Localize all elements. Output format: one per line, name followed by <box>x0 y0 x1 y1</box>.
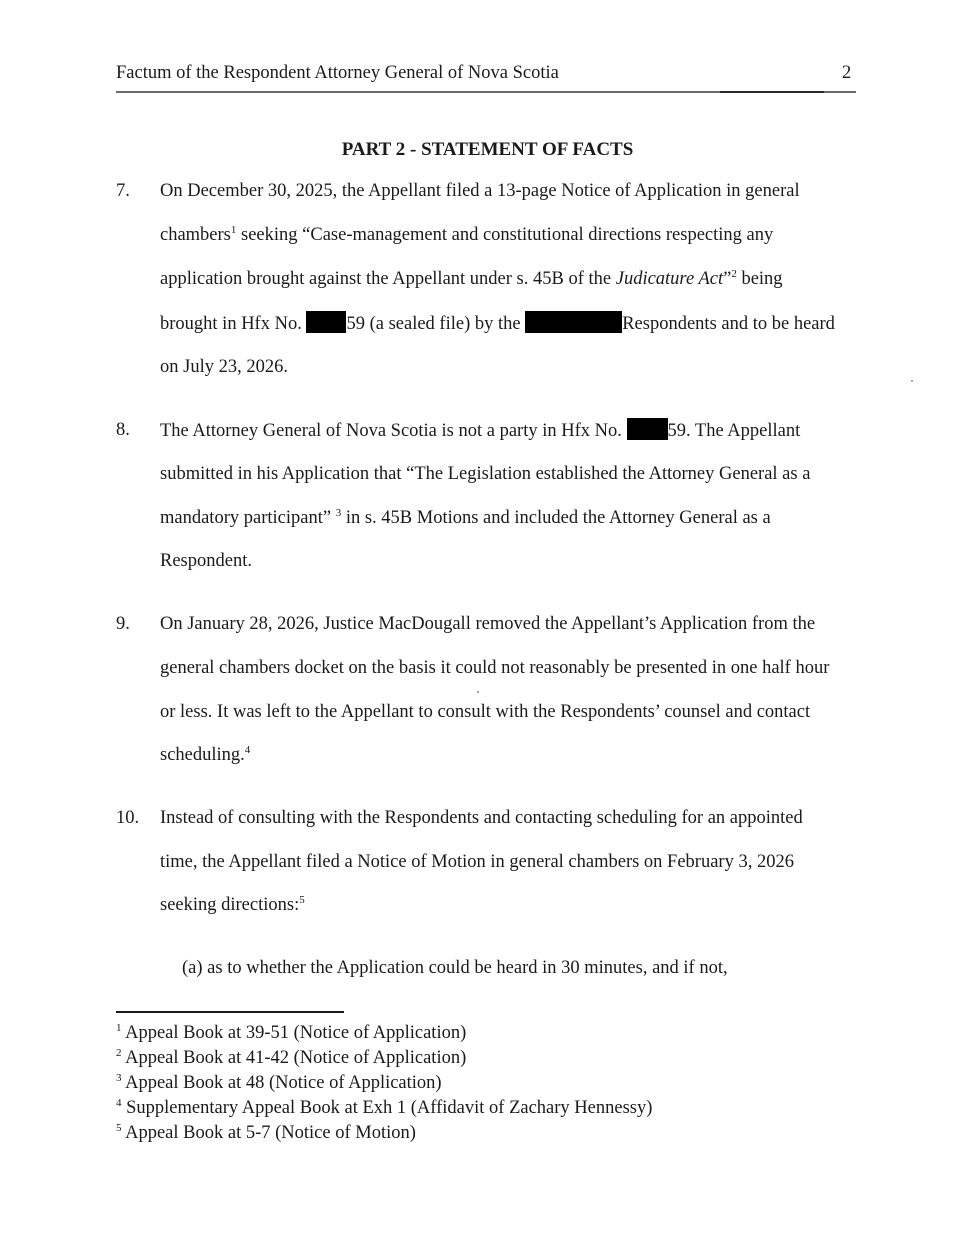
footnote-mark: 1 <box>116 1021 122 1034</box>
footnote-mark: 2 <box>116 1046 122 1059</box>
paragraph-8-line-4: Respondent. <box>160 551 252 571</box>
page-number: 2 <box>842 63 852 83</box>
text-run: The Attorney General of Nova Scotia is not a party in Hfx No. <box>160 421 627 441</box>
text-run: in s. 45B Motions and included the Attorney General as a <box>341 508 771 528</box>
text-run: 59. The Appellant <box>667 421 801 441</box>
text-run: mandatory participant” <box>160 508 336 528</box>
footnote-ref-1: 1 <box>230 223 237 236</box>
text-run: seeking directions: <box>160 895 300 915</box>
footnote-mark: 3 <box>116 1071 122 1084</box>
text-run: scheduling. <box>160 745 245 765</box>
text-run: being <box>736 269 783 289</box>
paragraph-number-8: 8. <box>116 420 130 440</box>
paragraph-8-line-3 <box>160 506 771 530</box>
footnote-ref-2: 2 <box>731 267 737 280</box>
text-run: chambers <box>160 225 231 245</box>
paragraph-7-line-2 <box>160 223 773 247</box>
redaction-box <box>627 418 668 440</box>
paragraph-7-line-4 <box>160 311 835 336</box>
paragraph-9-line-3: or less. It was left to the Appellant to consult with the Respondents’ counsel and contact <box>160 702 811 722</box>
paragraph-8-line-2: submitted in his Application that “The Legislation established the Attorney General as a <box>160 464 811 484</box>
footnote-text: Appeal Book at 5-7 (Notice of Motion) <box>121 1123 416 1143</box>
redaction-box <box>525 311 622 333</box>
paragraph-10-line-1: Instead of consulting with the Respondents and contacting scheduling for an appointed <box>160 808 803 828</box>
footnote-ref-4: 4 <box>244 743 251 756</box>
text-run: brought in Hfx No. <box>160 314 307 334</box>
section-heading: PART 2 - STATEMENT OF FACTS <box>341 139 634 160</box>
scan-speck <box>911 380 913 382</box>
footnote-5 <box>116 1122 416 1144</box>
paragraph-10-line-3 <box>160 893 305 917</box>
footnote-3 <box>116 1072 442 1094</box>
footnote-ref-5: 5 <box>299 893 305 906</box>
text-run: Respondents and to be heard <box>622 314 835 334</box>
footnote-mark: 4 <box>116 1096 122 1109</box>
text-run: application brought against the Appellant under s. 45B of the <box>160 269 616 289</box>
footnote-ref-3: 3 <box>335 506 342 519</box>
footnote-text: Appeal Book at 48 (Notice of Application) <box>121 1073 442 1093</box>
footnote-text: Appeal Book at 39-51 (Notice of Application) <box>121 1023 467 1043</box>
sub-item-a: (a) as to whether the Application could be heard in 30 minutes, and if not, <box>182 958 728 978</box>
paragraph-number-10: 10. <box>116 808 140 828</box>
redaction-box <box>306 311 346 333</box>
paragraph-number-7: 7. <box>116 181 130 201</box>
paragraph-9-line-1: On January 28, 2026, Justice MacDougall removed the Appellant’s Application from the <box>160 614 816 634</box>
paragraph-9-line-2: general chambers docket on the basis it could not reasonably be presented in one half hour <box>160 658 830 678</box>
paragraph-9-line-4 <box>160 743 250 767</box>
paragraph-8-line-1 <box>160 418 800 443</box>
scan-speck <box>477 691 479 693</box>
text-run: 59 (a sealed file) by the <box>346 314 526 334</box>
footnote-4 <box>116 1097 652 1119</box>
running-header-title: Factum of the Respondent Attorney General of Nova Scotia <box>116 63 559 83</box>
header-divider-accent <box>720 91 824 93</box>
footnote-divider <box>116 1011 344 1013</box>
act-title: Judicature Act <box>615 269 724 289</box>
footnote-1 <box>116 1022 466 1044</box>
paragraph-7-line-1: On December 30, 2025, the Appellant filed a 13-page Notice of Application in general <box>160 181 800 201</box>
footnote-text: Appeal Book at 41-42 (Notice of Application) <box>121 1048 467 1068</box>
text-run: ” <box>723 269 732 289</box>
paragraph-7-line-5: on July 23, 2026. <box>160 357 288 377</box>
paragraph-number-9: 9. <box>116 614 130 634</box>
footnote-text: Supplementary Appeal Book at Exh 1 (Affidavit of Zachary Hennessy) <box>121 1098 653 1118</box>
paragraph-10-line-2: time, the Appellant filed a Notice of Motion in general chambers on February 3, 2026 <box>160 852 794 872</box>
footnote-2 <box>116 1047 466 1069</box>
text-run: seeking “Case-management and constitutional directions respecting any <box>236 225 774 245</box>
paragraph-7-line-3 <box>160 267 783 291</box>
footnote-mark: 5 <box>116 1121 122 1134</box>
